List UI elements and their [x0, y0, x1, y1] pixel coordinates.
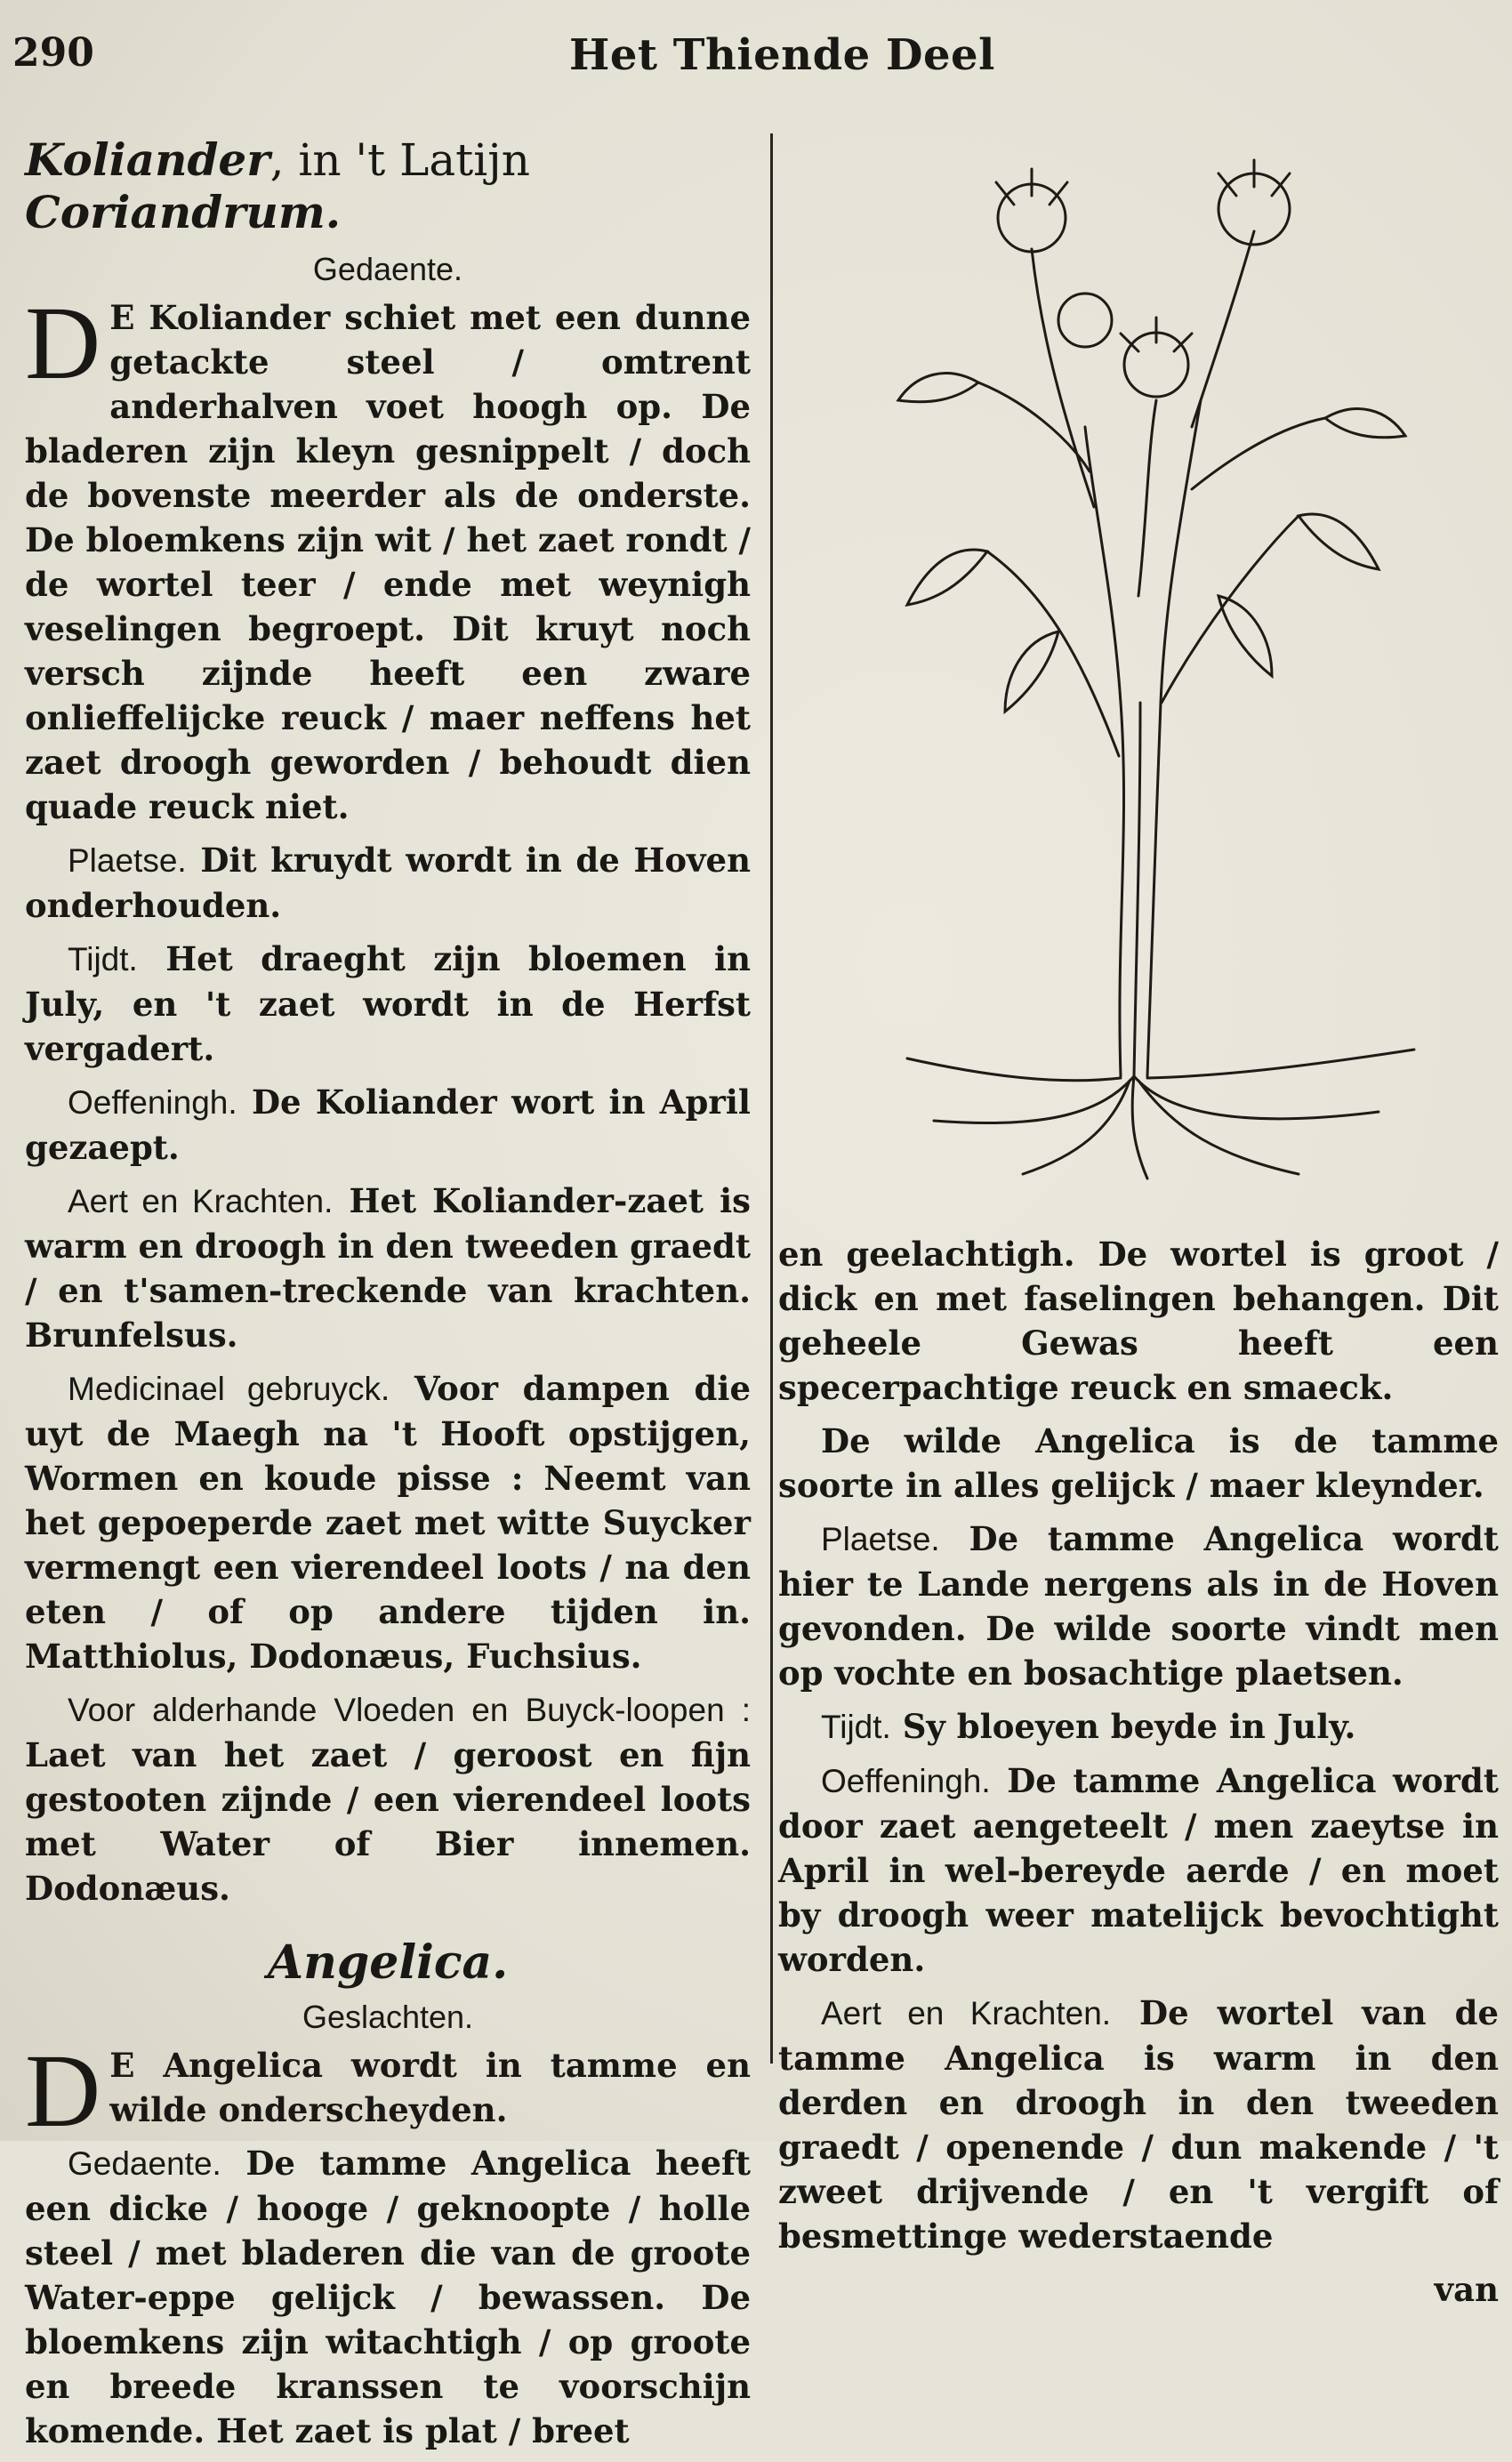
koliander-aert-paragraph: Aert en Krachten. Het Koliander-zaet is warm en droogh in den tweeden graedt / en t'samen-treckende van krachten. Brunfelsus.	[25, 1181, 751, 1355]
drop-cap: D	[25, 2032, 101, 2149]
angelica-gedaente-paragraph: Gedaente. De tamme Angelica heeft een dicke / hooge / geknoopte / holle steel / met bladeren die van de groote Water-eppe gelijck / bewassen. De bloemkens zijn witachtigh / op groote en breede kranssen te voorschijn komende. Het zaet is plat / breet	[25, 2144, 751, 2450]
angelica-wilde-paragraph: De wilde Angelica is de tamme soorte in alles gelijck / maer kleynder.	[778, 1421, 1499, 1505]
koliander-tijdt-paragraph: Tijdt. Het draeght zijn bloemen in July, en 't zaet wordt in de Herfst vergadert.	[25, 939, 752, 1068]
koliander-gedaente-heading: Gedaente.	[312, 251, 463, 287]
koliander-oeffeningh-paragraph: Oeffeningh. De Koliander wort in April gezaept.	[25, 1082, 751, 1167]
koliander-medicinael-paragraph: Medicinael gebruyck. Voor dampen die uyt de Maegh na 't Hooft opstijgen, Wormen en koude pisse : Neemt van het gepoeperde zaet met witte Suycker vermengt een vierendeel loots / na den eten / of op andere tijden in. Matthiolus, Dodonæus, Fuchsius.	[25, 1369, 751, 1676]
column-divider	[770, 133, 773, 2064]
left-column	[25, 133, 751, 2462]
angelica-tijdt-paragraph: Tijdt. Sy bloeyen beyde in July.	[821, 1707, 1356, 1746]
page-number: 290	[12, 30, 94, 76]
angelica-title: Angelica.	[267, 1935, 509, 1990]
angelica-gedaente-continued: en geelachtigh. De wortel is groot / dick en met faselingen behangen. Dit geheele Gewas heeft een specerpachtige reuck en smaeck.	[778, 1235, 1499, 1407]
angelica-geslachten-paragraph: D E Angelica wordt in tamme en wilde onderscheyden.	[25, 2032, 751, 2149]
angelica-oeffeningh-paragraph: Oeffeningh. De tamme Angelica wordt door zaet aengeteelt / men zaeytse in April in wel-bereyde aerde / en moet by droogh weer matelijck bevochtight worden.	[778, 1761, 1500, 1979]
koliander-plaetse-paragraph: Plaetse. Dit kruydt wordt in de Hoven onderhouden.	[25, 841, 751, 925]
angelica-plaetse-paragraph: Plaetse. De tamme Angelica wordt hier te Lande nergens als in de Hoven gevonden. De wilde soorte vindt men op vochte en bosachtige plaetsen.	[778, 1519, 1500, 1693]
page-header	[0, 25, 1512, 87]
plant-drawing	[881, 133, 1432, 1183]
catchword: van	[1434, 2270, 1499, 2309]
drop-cap: D	[25, 285, 101, 401]
right-column	[778, 1232, 1499, 2321]
koliander-title: Koliander, in 't Latijn Coriandrum.	[25, 133, 530, 238]
angelica-geslachten-heading: Geslachten.	[302, 1999, 474, 2035]
coriander-woodcut-illustration	[881, 133, 1432, 1183]
angelica-aert-paragraph: Aert en Krachten. De wortel van de tamme Angelica is warm in den derden en droogh in den tweeden graedt / openende / dun makende / 't zweet drijvende / en 't vergift of besmettinge wederstaende	[778, 1993, 1499, 2256]
koliander-vloeden-paragraph: Voor alderhande Vloeden en Buyck-loopen : Laet van het zaet / geroost en fijn gestooten zijnde / een vierendeel loots met Water of Bier innemen. Dodonæus.	[25, 1692, 751, 1908]
running-head: Het Thiende Deel	[569, 30, 995, 80]
koliander-gedaente-paragraph: D E Koliander schiet met een dunne getackte steel / omtrent anderhalven voet hoogh op. De bladeren zijn kleyn gesnippelt / doch de bovenste meerder als de onderste. De bloemkens zijn wit / het zaet rondt / de wortel teer / ende met weynigh veselingen begroept. Dit kruyt noch versch zijnde heeft een zware onlieffelijcke reuck / maer neffens het zaet droogh geworden / behoudt dien quade reuck niet.	[25, 285, 751, 826]
